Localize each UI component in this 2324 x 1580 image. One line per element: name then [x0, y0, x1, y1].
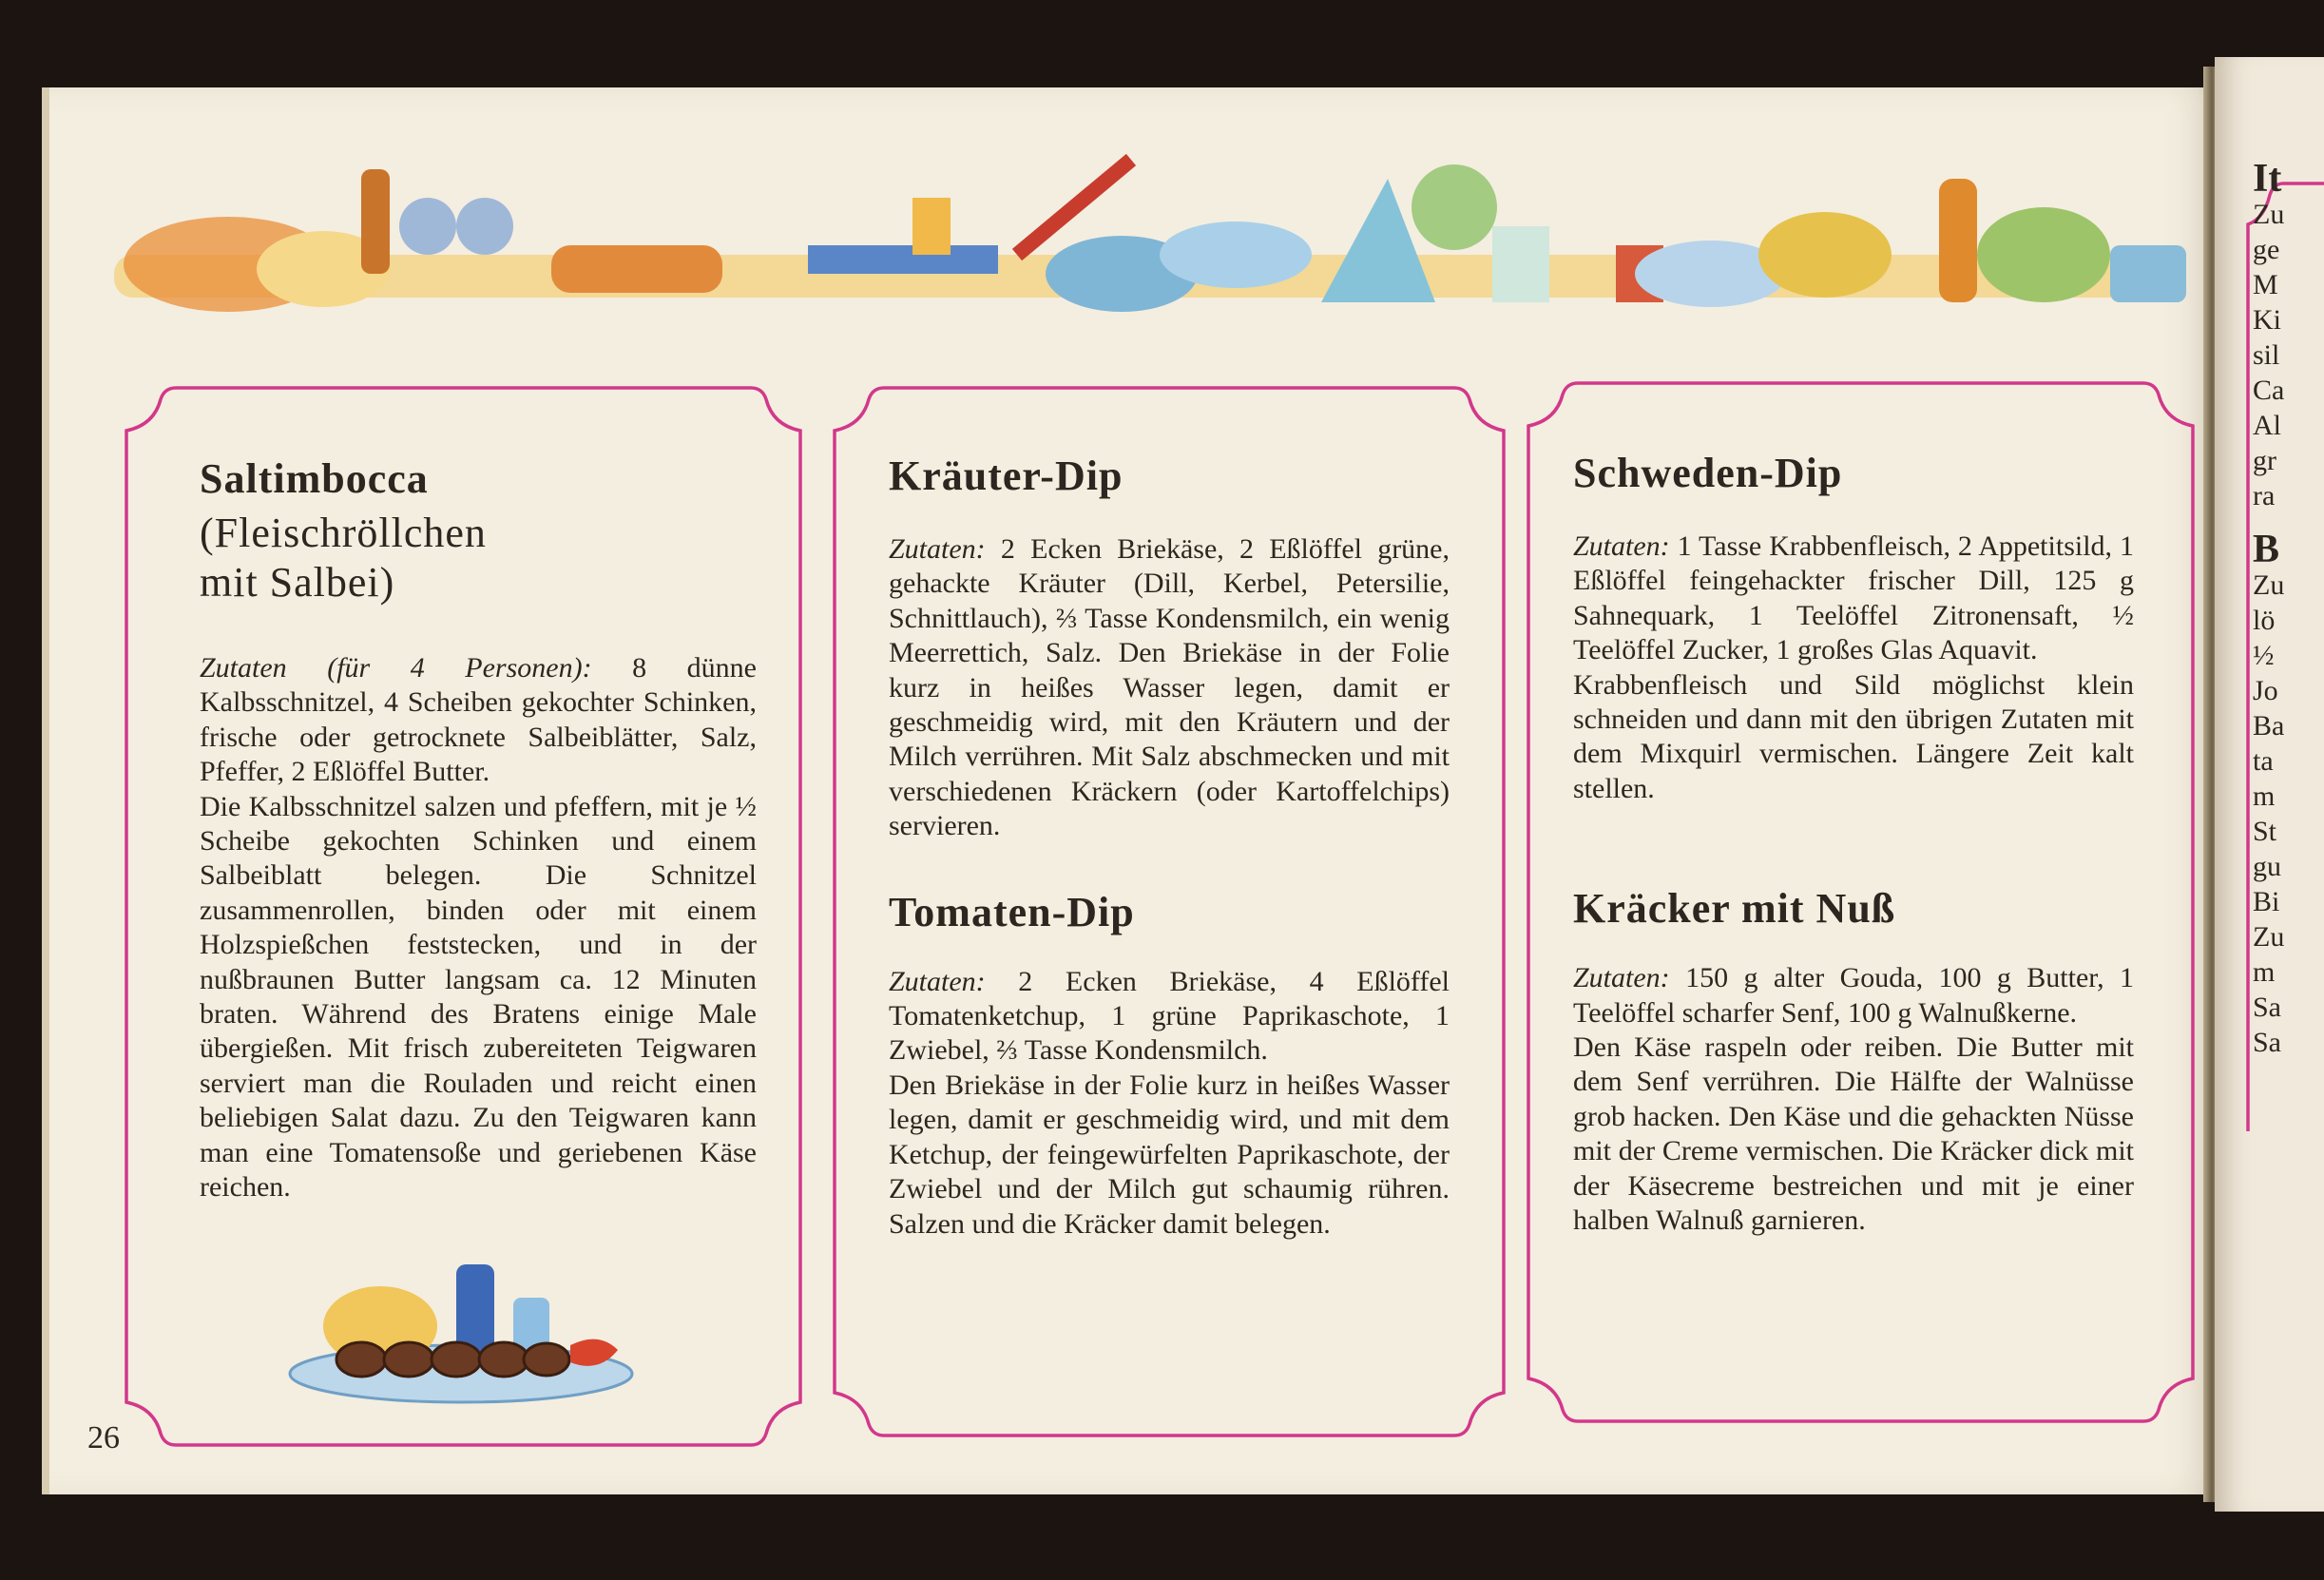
method-text: Die Kalbsschnitzel salzen und pfeffern, mit je ½ Scheibe gekochten Schinken und einem Salbeiblatt belegen. Die Schnitzel zusammenrollen, binden oder mit einem Holzspießchen feststecken, und in der nußbraunen Butter langsam ca. 12 Minuten braten. Während des Bratens einige Male übergießen. Mit frisch zubereiteten Teigwaren serviert man die Rouladen und reicht einen beliebigen Salat dazu. Zu den Teigwaren kann man eine Tomatensoße und geriebenen Käse reichen. — [200, 790, 757, 1204]
method-text: Den Käse raspeln oder reiben. Die Butter mit dem Senf verrühren. Die Hälfte der Walnüsse grob hacken. Den Käse und die gehackten Nüsse mit der Creme vermischen. Die Kräcker dick mit der Käsecreme bestreichen und mit je einer halben Walnuß garnieren. — [1573, 1031, 2134, 1237]
ingredients-text: 150 g alter Gouda, 100 g Butter, 1 Teelöffel scharfer Senf, 100 g Walnußkerne. — [1573, 962, 2134, 1029]
fragment-heading: It — [2253, 157, 2282, 201]
ingredients-text: 8 dünne Kalbsschnitzel, 4 Scheiben gekochter Schinken, frische oder getrocknete Salbeiblätter, Salz, Pfeffer, 2 Eßlöffel Butter. — [200, 652, 757, 788]
fragment-lines — [2253, 197, 2284, 513]
recipe-subtitle: (Fleischröllchen mit Salbei) — [200, 510, 487, 606]
recipe-title: Saltimbocca — [200, 455, 429, 502]
method-text: Krabbenfleisch und Sild möglichst klein schneiden und dann mit den übrigen Zutaten mit dem Mixquirl vermischen. Längere Zeit kalt stellen. — [1573, 668, 2134, 804]
fragment-line: sil — [2253, 339, 2280, 371]
recipe-title: Kräuter-Dip — [889, 453, 1124, 499]
page-number: 26 — [87, 1420, 120, 1455]
recipe-title: Tomaten-Dip — [889, 888, 1135, 935]
ingredients-label: Zutaten (für 4 Personen): — [200, 652, 592, 684]
ingredients-text: 2 Ecken Briekäse, 2 Eßlöffel grüne, gehackte Kräuter (Dill, Kerbel, Petersilie, Schnittlauch), ⅔ Tasse Kondensmilch, ein wenig Meerrettich, Salz. Den Briekäse in der Folie kurz in heißes Wasser legen, damit er geschmeidig wird, mit den Kräutern und der Milch verrühren. Mit Salz abschmecken und mit verschiedenen Kräckern (oder Kartoffelchips) servieren. — [889, 533, 1450, 842]
recipe-title: Schweden-Dip — [1573, 450, 1843, 496]
fragment-line: lö — [2253, 605, 2276, 636]
recipe-body — [200, 651, 757, 1205]
ingredients-text: 1 Tasse Krabbenfleisch, 2 Appetitsild, 1 Eßlöffel feingehackter frischer Dill, 125 g Sahnequark, 1 Teelöffel Zitronensaft, ½ Teelöffel Zucker, 1 großes Glas Aquavit. — [1573, 530, 2134, 666]
ingredients-label: Zutaten: — [1573, 962, 1670, 994]
fragment-line: Ki — [2253, 304, 2281, 336]
fragment-lines — [2253, 568, 2284, 1060]
ingredients-text: 2 Ecken Briekäse, 4 Eßlöffel Tomatenketchup, 1 grüne Paprikaschote, 1 Zwiebel, ⅔ Tasse Kondensmilch. — [889, 965, 1450, 1067]
fragment-line: M — [2253, 269, 2278, 300]
recipe-body — [889, 965, 1450, 1242]
recipe-body — [1573, 530, 2134, 806]
fragment-line: Jo — [2253, 675, 2278, 706]
fragment-line: Zu — [2253, 921, 2285, 953]
fragment-line: ra — [2253, 480, 2276, 511]
fragment-line: gu — [2253, 851, 2281, 882]
kitchen-border-icon — [114, 141, 2186, 340]
fragment-line: Sa — [2253, 1027, 2281, 1058]
recipe-panel-schweden-kraecker — [1526, 380, 2196, 1424]
recipe-title: Kräcker mit Nuß — [1573, 885, 1896, 933]
method-text: Den Briekäse in der Folie kurz in heißes Wasser legen, damit er geschmeidig wird, und mit dem Ketchup, der feingewürfelten Paprikaschote, der Zwiebel und der Milch gut schaumig rühren. Salzen und die Kräcker damit belegen. — [889, 1069, 1450, 1240]
fragment-line: m — [2253, 956, 2276, 988]
fragment-line: ta — [2253, 745, 2274, 777]
recipe-body — [1573, 961, 2134, 1238]
ingredients-label: Zutaten: — [1573, 530, 1670, 562]
fragment-line: gr — [2253, 445, 2276, 476]
fragment-line: Zu — [2253, 199, 2285, 230]
fragment-line: m — [2253, 780, 2276, 812]
ingredients-label: Zutaten: — [889, 533, 986, 565]
recipe-panel-saltimbocca — [124, 385, 803, 1448]
fragment-line: Ba — [2253, 710, 2285, 742]
fragment-line: Al — [2253, 410, 2281, 441]
fragment-heading: B — [2253, 528, 2280, 571]
fragment-line: Sa — [2253, 992, 2281, 1023]
fragment-line: Zu — [2253, 569, 2285, 601]
ingredients-label: Zutaten: — [889, 965, 986, 997]
saltimbocca-plate-icon — [285, 1241, 637, 1407]
next-page-fragment — [2253, 157, 2285, 1060]
fragment-line: ½ — [2253, 640, 2275, 671]
recipe-body — [889, 532, 1450, 844]
fragment-line: Bi — [2253, 886, 2280, 917]
fragment-line: Ca — [2253, 375, 2285, 406]
recipe-panel-dips — [832, 385, 1507, 1438]
fragment-line: ge — [2253, 234, 2280, 265]
fragment-line: St — [2253, 816, 2277, 847]
